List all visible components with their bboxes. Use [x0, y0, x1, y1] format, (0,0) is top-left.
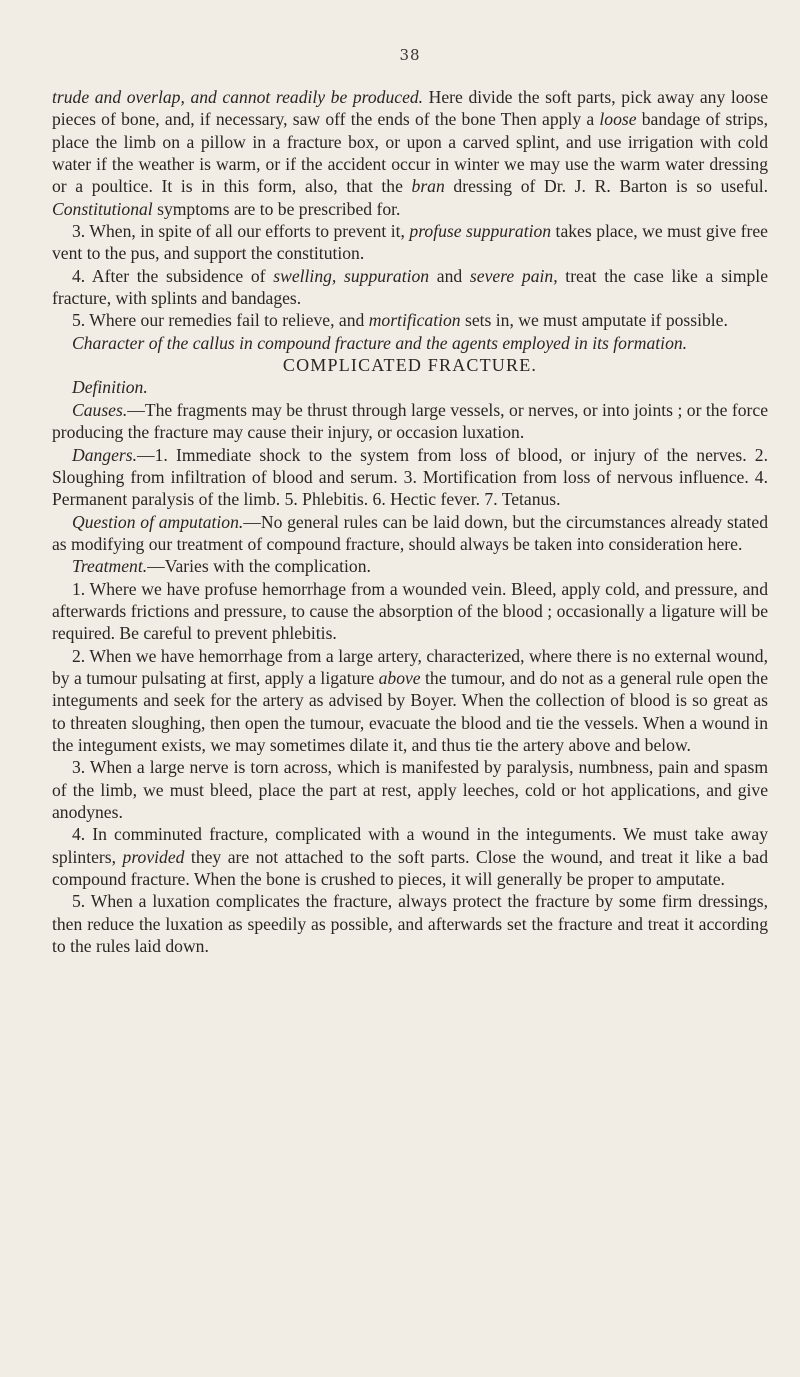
- paragraph-5: 5. Where our remedies fail to relieve, and mortification sets in, we must amputate if possible.: [72, 310, 728, 331]
- treatment-item-1: 1. Where we have profuse hemorrhage from a wounded vein. Bleed, apply cold, and pressure, and afterwards frictions and pressure, to cause the absorption of the blood ; occasionally a ligature will be required. Be careful to prevent phlebitis.: [52, 578, 768, 644]
- paragraph-4: 4. After the subsidence of swelling, suppuration and severe pain, treat the case like a simple fracture, with splints and bandages.: [52, 265, 768, 309]
- causes-paragraph: Causes.—The fragments may be thrust through large vessels, or nerves, or into joints ; or the force producing the fracture may cause their injury, or occasion luxation.: [52, 399, 768, 443]
- treatment-item-4: 4. In comminuted fracture, complicated with a wound in the integuments. We must take away splinters, provided they are not attached to the soft parts. Close the wound, and treat it like a bad compound fracture. When the bone is crushed to pieces, it will generally be proper to amputate.: [52, 824, 768, 890]
- treatment-paragraph: Treatment.—Varies with the complication.: [72, 556, 371, 577]
- callus-topic: Character of the callus in compound fracture and the agents employed in its formation.: [72, 332, 688, 353]
- page-number: 38: [399, 46, 421, 64]
- section-heading: COMPLICATED FRACTURE.: [282, 355, 538, 376]
- page-body: [52, 86, 768, 957]
- treatment-item-5: 5. When a luxation complicates the fracture, always protect the fracture by some firm dressings, then reduce the luxation as speedily as possible, and afterwards set the fracture and treat it according to the rules laid down.: [52, 891, 768, 957]
- dangers-paragraph: Dangers.—1. Immediate shock to the system from loss of blood, or injury of the nerves. 2. Sloughing from infiltration of blood and serum. 3. Mortification from loss of nervous influence. 4. Permanent paralysis of the limb. 5. Phlebitis. 6. Hectic fever. 7. Tetanus.: [52, 444, 768, 510]
- treatment-item-2: 2. When we have hemorrhage from a large artery, characterized, where there is no external wound, by a tumour pulsating at first, apply a ligature above the tumour, and do not as a general rule open the integuments and seek for the artery as advised by Boyer. When the collection of blood is so great as to threaten sloughing, then open the tumour, evacuate the blood and tie the vessels. When a wound in the integument exists, we may sometimes dilate it, and thus tie the artery above and below.: [52, 645, 768, 755]
- definition-topic: Definition.: [72, 377, 148, 398]
- paragraph-3: 3. When, in spite of all our efforts to prevent it, profuse suppuration takes place, we must give free vent to the pus, and support the constitution.: [52, 221, 768, 264]
- amputation-paragraph: Question of amputation.—No general rules can be laid down, but the circumstances already stated as modifying our treatment of compound fracture, should always be taken into consideration here.: [52, 511, 768, 554]
- paragraph-continued: trude and overlap, and cannot readily be produced. Here divide the soft parts, pick away any loose pieces of bone, and, if necessary, saw off the ends of the bone Then apply a loose bandage of strips, place the limb on a pillow in a fracture box, or upon a carved splint, and use irrigation with cold water if the weather is warm, or if the accident occur in winter we may use the warm water dressing or a poultice. It is in this form, also, that the bran dressing of Dr. J. R. Barton is so useful. Constitutional symptoms are to be prescribed for.: [52, 87, 769, 219]
- treatment-item-3: 3. When a large nerve is torn across, which is manifested by paralysis, numbness, pain and spasm of the limb, we must bleed, place the part at rest, apply leeches, cold or hot applications, and give anodynes.: [52, 757, 768, 822]
